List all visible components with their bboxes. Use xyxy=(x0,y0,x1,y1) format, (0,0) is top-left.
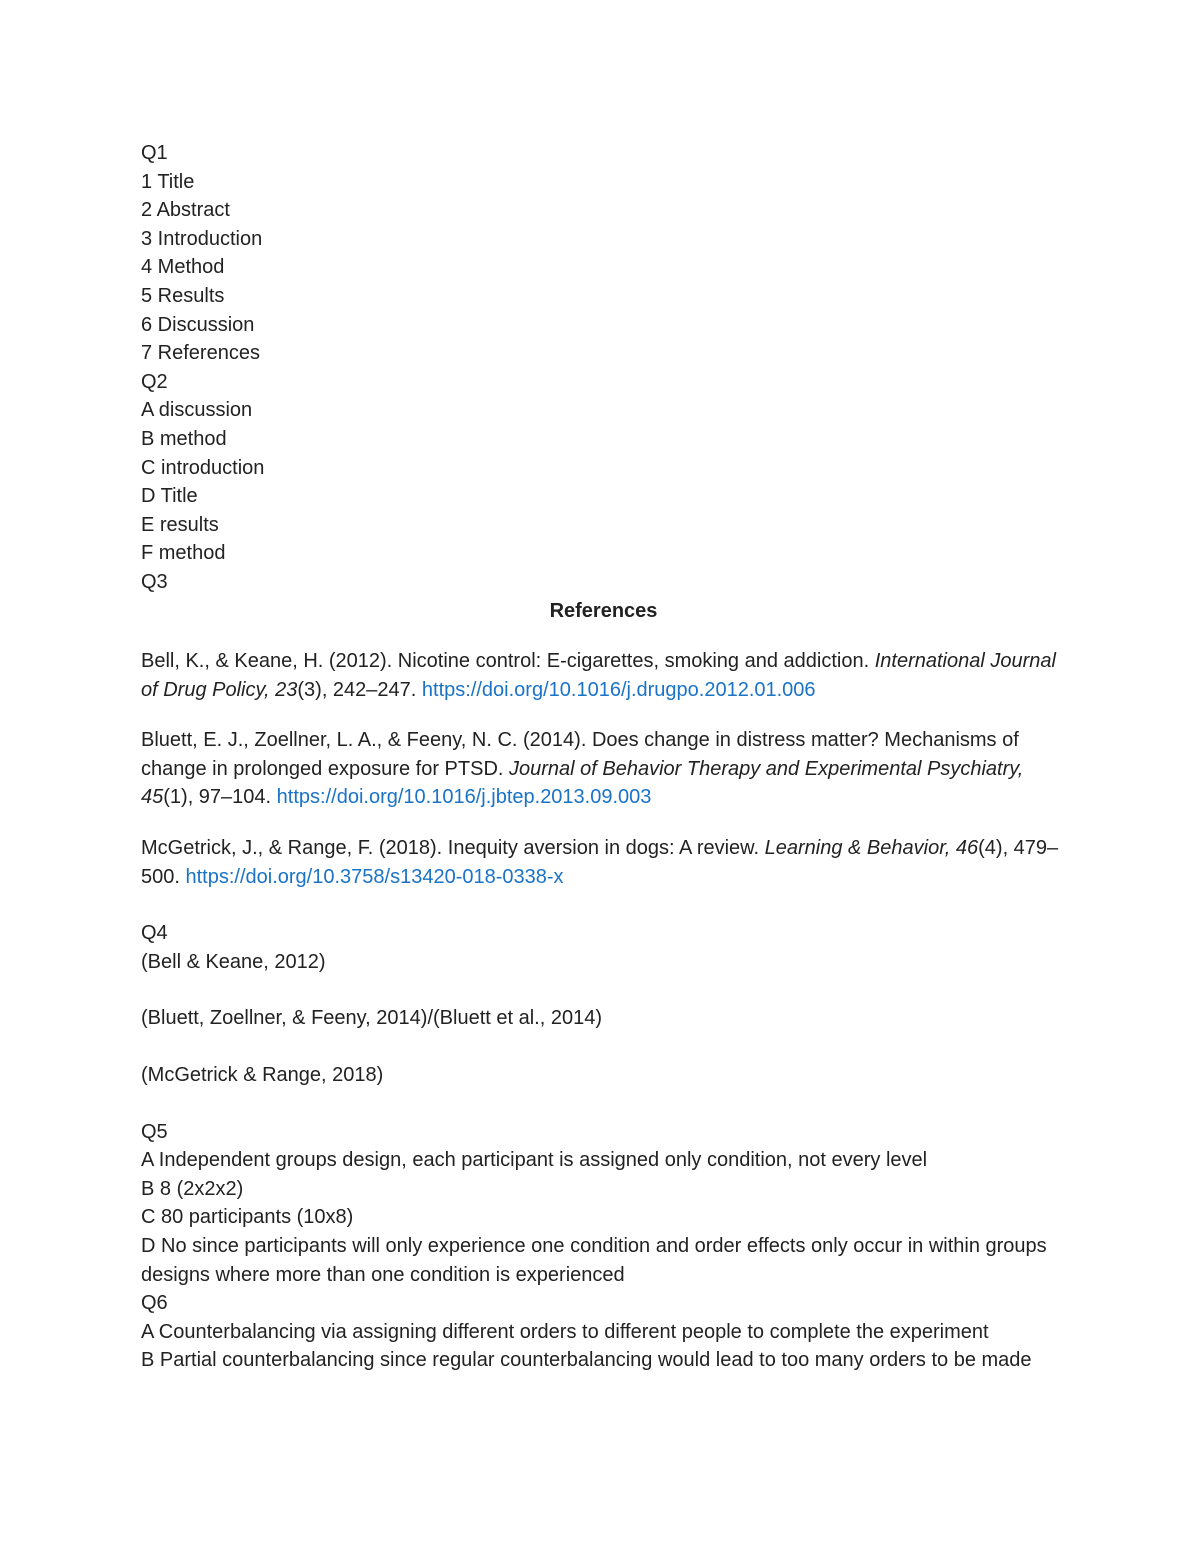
q6-label: Q6 xyxy=(141,1292,168,1315)
reference-authors: Bluett, E. J., Zoellner, L. A., & Feeny, N. C. (2014). Does change in distress matter? Mechanisms of change in prolonged exposure for PTSD. xyxy=(141,729,1019,780)
reference-entry xyxy=(141,834,1066,891)
q4-item: (Bluett, Zoellner, & Feeny, 2014)/(Bluett et al., 2014) xyxy=(141,1007,602,1030)
document-page xyxy=(141,139,1066,1375)
q1-item: 2 Abstract xyxy=(141,199,230,222)
reference-journal: Learning & Behavior, 46 xyxy=(764,837,979,860)
q2-item: A discussion xyxy=(141,399,253,422)
q5-label: Q5 xyxy=(141,1120,168,1143)
q5-item: C 80 participants (10x8) xyxy=(141,1206,354,1229)
q2-item: F method xyxy=(141,542,226,565)
q5-item: B 8 (2x2x2) xyxy=(141,1177,244,1200)
q1-item: 5 Results xyxy=(141,284,225,307)
reference-doi-link[interactable]: https://doi.org/10.1016/j.jbtep.2013.09.003 xyxy=(276,786,652,809)
q4-item: (McGetrick & Range, 2018) xyxy=(141,1064,384,1087)
reference-entry xyxy=(141,726,1066,812)
reference-issue-pages: (4), 479–500. xyxy=(141,837,1059,888)
q5-item: D No since participants will only experience one condition and order effects only occur in within groups designs where more than one condition is experienced xyxy=(141,1235,1047,1286)
q2-item: E results xyxy=(141,513,219,536)
reference-doi-link[interactable]: https://doi.org/10.3758/s13420-018-0338-x xyxy=(185,865,564,888)
reference-doi-link[interactable]: https://doi.org/10.1016/j.drugpo.2012.01.006 xyxy=(421,678,816,701)
reference-entry xyxy=(141,647,1066,704)
reference-journal: International Journal of Drug Policy, 23 xyxy=(141,650,1056,701)
q1-item: 3 Introduction xyxy=(141,227,263,250)
reference-issue-pages: (3), 242–247. xyxy=(297,678,422,701)
q4-item: (Bell & Keane, 2012) xyxy=(141,950,326,973)
q6-item: A Counterbalancing via assigning different orders to different people to complete the experiment xyxy=(141,1320,989,1343)
q1-label: Q1 xyxy=(141,142,168,164)
q1-item: 7 References xyxy=(141,342,260,365)
q1-item: 6 Discussion xyxy=(141,313,255,336)
reference-journal: Journal of Behavior Therapy and Experimental Psychiatry, 45 xyxy=(141,757,1024,809)
reference-authors: McGetrick, J., & Range, F. (2018). Inequity aversion in dogs: A review. xyxy=(141,837,765,860)
q6-item: B Partial counterbalancing since regular counterbalancing would lead to too many orders to be made xyxy=(141,1349,1032,1372)
q2-item: B method xyxy=(141,427,227,450)
q5-item: A Independent groups design, each participant is assigned only condition, not every level xyxy=(141,1149,928,1172)
q1-item: 4 Method xyxy=(141,256,225,279)
q2-item: C introduction xyxy=(141,456,265,479)
reference-issue-pages: (1), 97–104. xyxy=(163,786,277,809)
references-heading: References xyxy=(549,599,658,622)
q1-item: 1 Title xyxy=(141,170,195,193)
q2-item: D Title xyxy=(141,485,198,508)
q2-label: Q2 xyxy=(141,370,168,393)
q4-label: Q4 xyxy=(141,922,168,945)
reference-authors: Bell, K., & Keane, H. (2012). Nicotine control: E-cigarettes, smoking and addiction. xyxy=(141,650,875,673)
q3-label: Q3 xyxy=(141,570,168,593)
